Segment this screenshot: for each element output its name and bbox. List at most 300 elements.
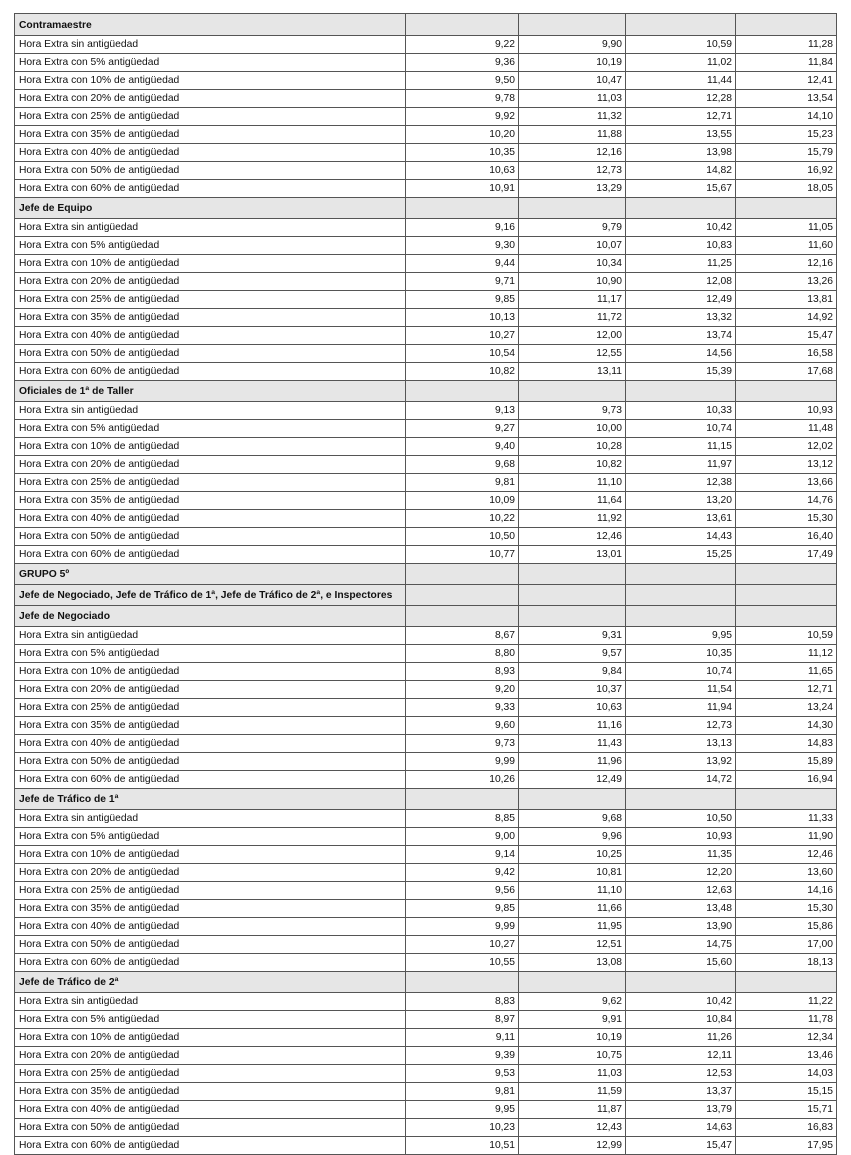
rate-value-col-2: 11,10 <box>519 882 626 900</box>
rate-value-col-3: 13,79 <box>626 1101 736 1119</box>
row-label: Hora Extra con 5% antigüedad <box>15 54 406 72</box>
table-row <box>15 345 837 363</box>
section-title: GRUPO 5º <box>15 564 406 585</box>
section-header-empty-cell <box>736 972 837 993</box>
section-header-empty-cell <box>736 198 837 219</box>
rate-value-col-1: 10,09 <box>406 492 519 510</box>
table-row <box>15 993 837 1011</box>
rate-value-col-4: 15,23 <box>736 126 837 144</box>
rate-value-col-2: 10,82 <box>519 456 626 474</box>
rate-value-col-2: 11,92 <box>519 510 626 528</box>
rate-value-col-2: 9,90 <box>519 36 626 54</box>
rate-value-col-3: 12,28 <box>626 90 736 108</box>
table-row <box>15 1101 837 1119</box>
rate-value-col-2: 10,00 <box>519 420 626 438</box>
rate-value-col-2: 10,34 <box>519 255 626 273</box>
section-header-row <box>15 606 837 627</box>
rate-value-col-1: 10,35 <box>406 144 519 162</box>
section-header-empty-cell <box>626 606 736 627</box>
rate-value-col-1: 10,77 <box>406 546 519 564</box>
rate-value-col-3: 10,33 <box>626 402 736 420</box>
table-row <box>15 1047 837 1065</box>
rate-value-col-4: 16,92 <box>736 162 837 180</box>
rate-value-col-1: 9,40 <box>406 438 519 456</box>
rate-value-col-3: 14,43 <box>626 528 736 546</box>
row-label: Hora Extra con 40% de antigüedad <box>15 327 406 345</box>
table-row <box>15 900 837 918</box>
section-header-empty-cell <box>406 972 519 993</box>
rate-value-col-3: 13,61 <box>626 510 736 528</box>
rate-value-col-4: 17,95 <box>736 1137 837 1155</box>
rate-value-col-2: 11,43 <box>519 735 626 753</box>
rate-value-col-3: 13,32 <box>626 309 736 327</box>
rate-value-col-2: 10,90 <box>519 273 626 291</box>
table-row <box>15 528 837 546</box>
rate-value-col-4: 13,54 <box>736 90 837 108</box>
rate-value-col-3: 14,56 <box>626 345 736 363</box>
rate-value-col-4: 13,81 <box>736 291 837 309</box>
table-row <box>15 828 837 846</box>
row-label: Hora Extra con 40% de antigüedad <box>15 735 406 753</box>
rate-value-col-2: 9,79 <box>519 219 626 237</box>
rate-value-col-2: 10,25 <box>519 846 626 864</box>
rate-value-col-1: 9,42 <box>406 864 519 882</box>
rate-value-col-3: 13,55 <box>626 126 736 144</box>
rate-value-col-3: 15,39 <box>626 363 736 381</box>
rate-value-col-3: 11,97 <box>626 456 736 474</box>
rate-value-col-1: 9,85 <box>406 291 519 309</box>
rate-value-col-4: 16,83 <box>736 1119 837 1137</box>
rate-value-col-1: 10,13 <box>406 309 519 327</box>
table-row <box>15 108 837 126</box>
rate-value-col-1: 9,30 <box>406 237 519 255</box>
rate-value-col-2: 11,66 <box>519 900 626 918</box>
table-row <box>15 864 837 882</box>
rate-value-col-4: 12,71 <box>736 681 837 699</box>
rate-value-col-1: 10,27 <box>406 936 519 954</box>
table-row <box>15 363 837 381</box>
rate-value-col-1: 8,83 <box>406 993 519 1011</box>
table-row <box>15 699 837 717</box>
row-label: Hora Extra con 35% de antigüedad <box>15 900 406 918</box>
rate-value-col-1: 9,14 <box>406 846 519 864</box>
rate-value-col-2: 12,51 <box>519 936 626 954</box>
rate-value-col-4: 13,24 <box>736 699 837 717</box>
rate-value-col-2: 11,03 <box>519 90 626 108</box>
rate-value-col-4: 11,78 <box>736 1011 837 1029</box>
rate-value-col-2: 10,19 <box>519 54 626 72</box>
table-row <box>15 1011 837 1029</box>
rate-value-col-2: 10,81 <box>519 864 626 882</box>
section-header-row <box>15 972 837 993</box>
rate-value-col-3: 10,74 <box>626 663 736 681</box>
row-label: Hora Extra con 35% de antigüedad <box>15 126 406 144</box>
row-label: Hora Extra con 50% de antigüedad <box>15 162 406 180</box>
section-header-row <box>15 198 837 219</box>
rate-value-col-3: 11,25 <box>626 255 736 273</box>
rate-value-col-2: 9,91 <box>519 1011 626 1029</box>
rate-value-col-3: 12,11 <box>626 1047 736 1065</box>
row-label: Hora Extra con 5% antigüedad <box>15 237 406 255</box>
rate-value-col-4: 16,94 <box>736 771 837 789</box>
section-header-empty-cell <box>736 381 837 402</box>
row-label: Hora Extra con 20% de antigüedad <box>15 456 406 474</box>
table-row <box>15 954 837 972</box>
rate-value-col-4: 13,46 <box>736 1047 837 1065</box>
rate-value-col-1: 9,99 <box>406 753 519 771</box>
section-header-row <box>15 381 837 402</box>
rate-value-col-3: 13,90 <box>626 918 736 936</box>
row-label: Hora Extra con 50% de antigüedad <box>15 753 406 771</box>
row-label: Hora Extra con 25% de antigüedad <box>15 882 406 900</box>
rate-value-col-2: 9,62 <box>519 993 626 1011</box>
table-row <box>15 1029 837 1047</box>
row-label: Hora Extra con 10% de antigüedad <box>15 1029 406 1047</box>
row-label: Hora Extra con 60% de antigüedad <box>15 180 406 198</box>
table-row <box>15 180 837 198</box>
rate-value-col-3: 13,37 <box>626 1083 736 1101</box>
rate-value-col-4: 11,60 <box>736 237 837 255</box>
table-row <box>15 1119 837 1137</box>
rate-value-col-1: 9,73 <box>406 735 519 753</box>
table-row <box>15 753 837 771</box>
rate-value-col-1: 9,81 <box>406 474 519 492</box>
rate-value-col-4: 13,60 <box>736 864 837 882</box>
rate-value-col-3: 12,20 <box>626 864 736 882</box>
rate-value-col-2: 12,16 <box>519 144 626 162</box>
rate-value-col-1: 9,11 <box>406 1029 519 1047</box>
rate-value-col-3: 12,63 <box>626 882 736 900</box>
rate-value-col-1: 9,81 <box>406 1083 519 1101</box>
rate-value-col-1: 9,50 <box>406 72 519 90</box>
rate-value-col-2: 11,88 <box>519 126 626 144</box>
rate-value-col-2: 11,59 <box>519 1083 626 1101</box>
rate-value-col-1: 9,71 <box>406 273 519 291</box>
rate-value-col-3: 15,60 <box>626 954 736 972</box>
rate-value-col-4: 15,86 <box>736 918 837 936</box>
table-row <box>15 735 837 753</box>
section-title: Jefe de Equipo <box>15 198 406 219</box>
section-header-empty-cell <box>406 198 519 219</box>
rate-value-col-4: 15,30 <box>736 900 837 918</box>
row-label: Hora Extra sin antigüedad <box>15 219 406 237</box>
row-label: Hora Extra sin antigüedad <box>15 36 406 54</box>
rate-value-col-1: 10,55 <box>406 954 519 972</box>
rate-value-col-3: 14,72 <box>626 771 736 789</box>
rate-value-col-1: 10,26 <box>406 771 519 789</box>
rate-value-col-1: 9,99 <box>406 918 519 936</box>
row-label: Hora Extra con 10% de antigüedad <box>15 846 406 864</box>
section-title: Jefe de Tráfico de 1ª <box>15 789 406 810</box>
rate-value-col-1: 10,54 <box>406 345 519 363</box>
row-label: Hora Extra con 35% de antigüedad <box>15 717 406 735</box>
rate-value-col-2: 13,08 <box>519 954 626 972</box>
rate-value-col-3: 13,92 <box>626 753 736 771</box>
rate-value-col-4: 10,93 <box>736 402 837 420</box>
row-label: Hora Extra sin antigüedad <box>15 993 406 1011</box>
section-title: Contramaestre <box>15 14 406 36</box>
section-header-empty-cell <box>406 789 519 810</box>
rate-value-col-4: 11,28 <box>736 36 837 54</box>
rate-value-col-2: 13,29 <box>519 180 626 198</box>
rate-value-col-3: 14,82 <box>626 162 736 180</box>
table-row <box>15 255 837 273</box>
rate-value-col-1: 9,27 <box>406 420 519 438</box>
row-label: Hora Extra con 20% de antigüedad <box>15 273 406 291</box>
rate-value-col-2: 12,43 <box>519 1119 626 1137</box>
section-header-empty-cell <box>736 14 837 36</box>
table-row <box>15 438 837 456</box>
row-label: Hora Extra con 50% de antigüedad <box>15 345 406 363</box>
section-header-empty-cell <box>626 14 736 36</box>
section-header-empty-cell <box>406 14 519 36</box>
table-row <box>15 1065 837 1083</box>
rate-value-col-1: 8,93 <box>406 663 519 681</box>
rate-value-col-2: 9,31 <box>519 627 626 645</box>
rate-value-col-2: 9,68 <box>519 810 626 828</box>
row-label: Hora Extra con 60% de antigüedad <box>15 363 406 381</box>
row-label: Hora Extra con 5% antigüedad <box>15 1011 406 1029</box>
rate-value-col-1: 8,67 <box>406 627 519 645</box>
table-row <box>15 474 837 492</box>
table-row <box>15 402 837 420</box>
rate-value-col-3: 11,35 <box>626 846 736 864</box>
section-header-empty-cell <box>519 606 626 627</box>
rate-value-col-3: 10,74 <box>626 420 736 438</box>
rate-value-col-3: 10,84 <box>626 1011 736 1029</box>
rate-value-col-4: 11,65 <box>736 663 837 681</box>
rate-value-col-2: 11,95 <box>519 918 626 936</box>
row-label: Hora Extra con 40% de antigüedad <box>15 144 406 162</box>
rate-value-col-3: 12,38 <box>626 474 736 492</box>
rate-value-col-2: 12,55 <box>519 345 626 363</box>
rate-value-col-4: 11,05 <box>736 219 837 237</box>
rate-value-col-3: 15,47 <box>626 1137 736 1155</box>
row-label: Hora Extra con 25% de antigüedad <box>15 1065 406 1083</box>
row-label: Hora Extra con 60% de antigüedad <box>15 1137 406 1155</box>
rate-value-col-1: 10,82 <box>406 363 519 381</box>
rate-value-col-2: 12,00 <box>519 327 626 345</box>
table-row <box>15 546 837 564</box>
rate-value-col-4: 11,48 <box>736 420 837 438</box>
table-row <box>15 144 837 162</box>
row-label: Hora Extra con 40% de antigüedad <box>15 510 406 528</box>
rate-value-col-4: 11,90 <box>736 828 837 846</box>
row-label: Hora Extra con 35% de antigüedad <box>15 492 406 510</box>
rate-value-col-1: 9,16 <box>406 219 519 237</box>
rate-value-col-4: 16,58 <box>736 345 837 363</box>
section-header-row <box>15 789 837 810</box>
rate-value-col-1: 9,00 <box>406 828 519 846</box>
section-header-empty-cell <box>519 972 626 993</box>
rate-value-col-1: 9,78 <box>406 90 519 108</box>
row-label: Hora Extra con 35% de antigüedad <box>15 309 406 327</box>
table-row <box>15 771 837 789</box>
row-label: Hora Extra con 25% de antigüedad <box>15 291 406 309</box>
section-title: Oficiales de 1ª de Taller <box>15 381 406 402</box>
section-header-empty-cell <box>736 606 837 627</box>
rate-value-col-2: 10,07 <box>519 237 626 255</box>
rate-value-col-2: 9,57 <box>519 645 626 663</box>
row-label: Hora Extra con 20% de antigüedad <box>15 1047 406 1065</box>
table-row <box>15 1137 837 1155</box>
rate-value-col-1: 9,36 <box>406 54 519 72</box>
rate-value-col-2: 10,28 <box>519 438 626 456</box>
rate-value-col-4: 18,13 <box>736 954 837 972</box>
rate-value-col-2: 10,63 <box>519 699 626 717</box>
table-row <box>15 1083 837 1101</box>
rate-value-col-1: 9,68 <box>406 456 519 474</box>
row-label: Hora Extra con 10% de antigüedad <box>15 438 406 456</box>
section-title: Jefe de Negociado, Jefe de Tráfico de 1ª, Jefe de Tráfico de 2ª, e Inspectores <box>15 585 406 606</box>
section-header-empty-cell <box>736 789 837 810</box>
rate-value-col-3: 11,54 <box>626 681 736 699</box>
row-label: Hora Extra con 50% de antigüedad <box>15 1119 406 1137</box>
section-header-empty-cell <box>519 585 626 606</box>
rate-value-col-2: 11,32 <box>519 108 626 126</box>
rate-value-col-2: 11,96 <box>519 753 626 771</box>
rate-value-col-3: 12,71 <box>626 108 736 126</box>
row-label: Hora Extra con 40% de antigüedad <box>15 1101 406 1119</box>
rate-value-col-1: 9,33 <box>406 699 519 717</box>
rate-value-col-1: 9,20 <box>406 681 519 699</box>
rate-value-col-3: 11,15 <box>626 438 736 456</box>
table-row <box>15 54 837 72</box>
rate-value-col-4: 14,10 <box>736 108 837 126</box>
rate-value-col-4: 15,79 <box>736 144 837 162</box>
rate-value-col-4: 14,76 <box>736 492 837 510</box>
rate-value-col-4: 15,30 <box>736 510 837 528</box>
row-label: Hora Extra con 10% de antigüedad <box>15 72 406 90</box>
section-header-empty-cell <box>626 198 736 219</box>
rate-value-col-2: 10,19 <box>519 1029 626 1047</box>
section-header-empty-cell <box>519 381 626 402</box>
table-row <box>15 162 837 180</box>
rate-value-col-3: 12,53 <box>626 1065 736 1083</box>
rate-value-col-4: 14,92 <box>736 309 837 327</box>
table-row <box>15 681 837 699</box>
rate-value-col-1: 10,50 <box>406 528 519 546</box>
table-row <box>15 882 837 900</box>
table-row <box>15 456 837 474</box>
overtime-rates-table <box>14 13 837 1155</box>
table-row <box>15 126 837 144</box>
rate-value-col-4: 14,83 <box>736 735 837 753</box>
rate-value-col-3: 12,49 <box>626 291 736 309</box>
rate-value-col-4: 12,41 <box>736 72 837 90</box>
rate-value-col-1: 9,56 <box>406 882 519 900</box>
rate-value-col-2: 10,75 <box>519 1047 626 1065</box>
rate-value-col-4: 11,33 <box>736 810 837 828</box>
rate-value-col-3: 13,20 <box>626 492 736 510</box>
table-body <box>15 14 837 1155</box>
row-label: Hora Extra con 20% de antigüedad <box>15 864 406 882</box>
table-row <box>15 237 837 255</box>
rate-value-col-1: 9,60 <box>406 717 519 735</box>
section-header-row <box>15 585 837 606</box>
rate-value-col-2: 11,64 <box>519 492 626 510</box>
rate-value-col-3: 10,50 <box>626 810 736 828</box>
rate-value-col-4: 12,02 <box>736 438 837 456</box>
rate-value-col-1: 8,85 <box>406 810 519 828</box>
section-header-row <box>15 14 837 36</box>
rate-value-col-1: 9,53 <box>406 1065 519 1083</box>
row-label: Hora Extra sin antigüedad <box>15 402 406 420</box>
rate-value-col-2: 9,96 <box>519 828 626 846</box>
rate-value-col-2: 11,10 <box>519 474 626 492</box>
rate-value-col-2: 9,84 <box>519 663 626 681</box>
row-label: Hora Extra sin antigüedad <box>15 627 406 645</box>
section-header-empty-cell <box>736 564 837 585</box>
rate-value-col-3: 11,94 <box>626 699 736 717</box>
rate-value-col-2: 13,01 <box>519 546 626 564</box>
table-row <box>15 309 837 327</box>
rate-value-col-1: 9,22 <box>406 36 519 54</box>
rate-value-col-3: 14,63 <box>626 1119 736 1137</box>
rate-value-col-1: 8,97 <box>406 1011 519 1029</box>
table-row <box>15 492 837 510</box>
row-label: Hora Extra con 50% de antigüedad <box>15 936 406 954</box>
section-header-empty-cell <box>406 564 519 585</box>
table-row <box>15 327 837 345</box>
rate-value-col-2: 11,16 <box>519 717 626 735</box>
rate-value-col-4: 15,89 <box>736 753 837 771</box>
rate-value-col-4: 11,12 <box>736 645 837 663</box>
rate-value-col-2: 12,99 <box>519 1137 626 1155</box>
rate-value-col-3: 13,74 <box>626 327 736 345</box>
section-header-row <box>15 564 837 585</box>
rate-value-col-2: 11,87 <box>519 1101 626 1119</box>
rate-value-col-4: 16,40 <box>736 528 837 546</box>
row-label: Hora Extra con 60% de antigüedad <box>15 954 406 972</box>
table-row <box>15 663 837 681</box>
section-header-empty-cell <box>406 606 519 627</box>
rate-value-col-4: 15,15 <box>736 1083 837 1101</box>
rate-value-col-4: 14,16 <box>736 882 837 900</box>
rate-value-col-1: 10,51 <box>406 1137 519 1155</box>
section-header-empty-cell <box>626 972 736 993</box>
rate-value-col-3: 10,42 <box>626 993 736 1011</box>
rate-value-col-2: 12,73 <box>519 162 626 180</box>
section-header-empty-cell <box>626 381 736 402</box>
table-row <box>15 918 837 936</box>
rate-value-col-1: 9,13 <box>406 402 519 420</box>
rate-value-col-2: 11,72 <box>519 309 626 327</box>
section-header-empty-cell <box>519 198 626 219</box>
rate-value-col-3: 15,67 <box>626 180 736 198</box>
rate-value-col-4: 12,16 <box>736 255 837 273</box>
rate-value-col-1: 10,20 <box>406 126 519 144</box>
rate-value-col-2: 11,03 <box>519 1065 626 1083</box>
section-header-empty-cell <box>626 564 736 585</box>
row-label: Hora Extra con 5% antigüedad <box>15 420 406 438</box>
table-row <box>15 846 837 864</box>
rate-value-col-1: 9,85 <box>406 900 519 918</box>
table-row <box>15 936 837 954</box>
row-label: Hora Extra con 5% antigüedad <box>15 828 406 846</box>
table-row <box>15 90 837 108</box>
section-title: Jefe de Tráfico de 2ª <box>15 972 406 993</box>
section-header-empty-cell <box>626 585 736 606</box>
rate-value-col-1: 9,92 <box>406 108 519 126</box>
rate-value-col-4: 11,22 <box>736 993 837 1011</box>
rate-value-col-2: 12,46 <box>519 528 626 546</box>
rate-value-col-4: 18,05 <box>736 180 837 198</box>
row-label: Hora Extra con 10% de antigüedad <box>15 663 406 681</box>
rate-value-col-1: 10,91 <box>406 180 519 198</box>
rate-value-col-1: 8,80 <box>406 645 519 663</box>
section-header-empty-cell <box>626 789 736 810</box>
